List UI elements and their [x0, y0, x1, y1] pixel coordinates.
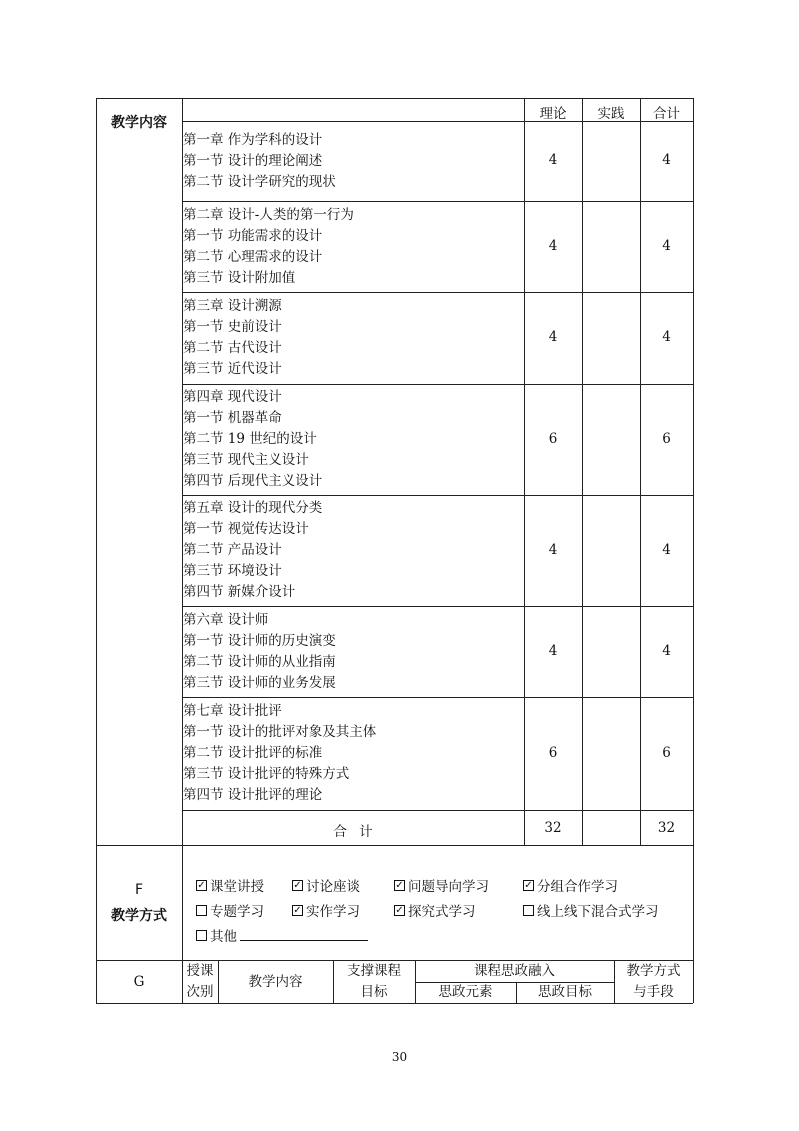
method-option[interactable]: [523, 875, 618, 895]
g-col-session-line2: 次别: [186, 984, 214, 1000]
g-col-elements: 思政元素: [438, 984, 493, 1000]
section-title: 第三节 设计师的业务发展: [183, 675, 336, 691]
checked-checkbox-icon[interactable]: ✓: [293, 879, 302, 891]
section-letter-g: G: [133, 974, 145, 990]
table-border-left: [96, 98, 97, 1003]
chapter-6-topics: [183, 610, 336, 694]
table-border-right: [693, 98, 694, 1003]
chapter-5-total-hours: 4: [662, 542, 671, 558]
method-option[interactable]: [292, 875, 360, 895]
section-title: 第一节 设计的理论阐述: [183, 153, 323, 169]
section-title: 第四节 新媒介设计: [183, 584, 296, 600]
chapter-4-total-hours: 6: [662, 431, 671, 447]
method-option[interactable]: [292, 900, 360, 920]
table-border-bottom: [96, 1003, 693, 1004]
checked-checkbox-icon[interactable]: ✓: [395, 904, 404, 916]
chapter-1-topics: [183, 130, 336, 193]
g-col-ideology: 课程思政融入: [474, 963, 555, 979]
method-option-label: 问题导向学习: [408, 879, 489, 895]
method-option-label: 探究式学习: [408, 904, 476, 920]
section-title: 第二节 19 世纪的设计: [183, 431, 317, 447]
sum-theory: 32: [544, 820, 562, 836]
g-col-method: [614, 961, 693, 1003]
chapter-title: 第五章 设计的现代分类: [183, 500, 323, 516]
section-title: 第三节 近代设计: [183, 361, 282, 377]
section-title: 第四节 设计批评的理论: [183, 787, 323, 803]
unchecked-checkbox-icon[interactable]: [196, 930, 207, 941]
section-title: 第一节 设计的批评对象及其主体: [183, 724, 377, 740]
section-title: 第二节 设计批评的标准: [183, 745, 323, 761]
g-col-method-line2: 与手段: [633, 984, 674, 1000]
header-practice: 实践: [597, 106, 625, 122]
sum-label: 合 计: [333, 824, 373, 840]
method-option[interactable]: [196, 875, 264, 895]
chapter-title: 第四章 现代设计: [183, 389, 282, 405]
header-theory: 理论: [539, 106, 567, 122]
g-col-support-line1: 支撑课程: [347, 963, 401, 979]
section-letter-f: F: [134, 882, 144, 898]
table-border-top: [96, 98, 693, 99]
table-row-rule: [182, 606, 693, 607]
method-option-label: 课堂讲授: [210, 879, 264, 895]
method-option[interactable]: [394, 875, 489, 895]
chapter-title: 第一章 作为学科的设计: [183, 132, 323, 148]
chapter-6-theory-hours: 4: [548, 643, 558, 659]
method-option-label: 线上线下混合式学习: [537, 904, 659, 920]
chapter-3-total-hours: 4: [662, 329, 671, 345]
section-title: 第三节 设计批评的特殊方式: [183, 766, 350, 782]
table-section-rule: [96, 845, 693, 846]
chapter-5-theory-hours: 4: [548, 542, 558, 558]
g-col-content: 教学内容: [248, 974, 303, 990]
section-title: 第二节 产品设计: [183, 542, 282, 558]
checked-checkbox-icon[interactable]: ✓: [293, 904, 302, 916]
section-title: 第二节 设计学研究的现状: [183, 174, 336, 190]
sum-total: 32: [657, 820, 676, 836]
section-title: 第二节 古代设计: [183, 340, 282, 356]
section-title: 第三节 现代主义设计: [183, 452, 309, 468]
section-title: 第一节 设计师的历史演变: [183, 633, 336, 649]
chapter-3-topics: [183, 296, 282, 380]
method-option[interactable]: [196, 925, 237, 945]
method-option[interactable]: [196, 900, 264, 920]
other-underline: [240, 940, 368, 941]
section-label-teaching-content: 教学内容: [111, 115, 167, 131]
page-number: 30: [391, 1050, 408, 1064]
chapter-7-topics: [183, 701, 376, 806]
chapter-7-total-hours: 6: [662, 745, 671, 761]
chapter-2-topics: [183, 205, 354, 289]
g-col-session: [182, 961, 218, 1003]
method-option-label: 分组合作学习: [537, 879, 618, 895]
checked-checkbox-icon[interactable]: ✓: [524, 879, 533, 891]
section-title: 第四节 后现代主义设计: [183, 473, 323, 489]
section-title: 第一节 史前设计: [183, 319, 282, 335]
method-option-label: 其他: [210, 929, 237, 945]
section-label-teaching-method: 教学方式: [111, 908, 167, 924]
checked-checkbox-icon[interactable]: ✓: [197, 879, 206, 891]
chapter-7-theory-hours: 6: [548, 745, 558, 761]
checked-checkbox-icon[interactable]: ✓: [395, 879, 404, 891]
g-col-goals: 思政目标: [538, 984, 592, 1000]
chapter-title: 第三章 设计溯源: [183, 298, 282, 314]
section-title: 第二节 设计师的从业指南: [183, 654, 336, 670]
g-col-method-line1: 教学方式: [626, 963, 681, 979]
chapter-4-topics: [183, 387, 322, 492]
method-option-label: 专题学习: [210, 904, 264, 920]
table-row-rule: [182, 495, 693, 496]
method-option[interactable]: [523, 900, 659, 920]
method-option-label: 讨论座谈: [306, 879, 360, 895]
unchecked-checkbox-icon[interactable]: [523, 905, 534, 916]
header-total: 合计: [653, 106, 680, 122]
method-option[interactable]: [394, 900, 476, 920]
table-row-rule: [182, 384, 693, 385]
table-rule-theory: [524, 98, 525, 845]
g-col-support: [333, 961, 415, 1003]
table-row-rule: [182, 292, 693, 293]
table-rule-practice: [582, 98, 583, 845]
section-title: 第一节 机器革命: [183, 410, 282, 426]
chapter-title: 第七章 设计批评: [183, 703, 282, 719]
chapter-1-theory-hours: 4: [548, 152, 558, 168]
chapter-title: 第六章 设计师: [183, 612, 269, 628]
chapter-title: 第二章 设计-人类的第一行为: [183, 207, 354, 223]
section-title: 第三节 环境设计: [183, 563, 282, 579]
method-option-label: 实作学习: [306, 904, 360, 920]
g-col-session-line1: 授课: [186, 963, 214, 979]
section-title: 第一节 视觉传达设计: [183, 521, 309, 537]
section-title: 第三节 设计附加值: [183, 270, 296, 286]
table-row-rule: [182, 697, 693, 698]
chapter-2-total-hours: 4: [662, 238, 671, 254]
chapter-6-total-hours: 4: [662, 643, 671, 659]
g-col-support-line2: 目标: [360, 984, 388, 1000]
unchecked-checkbox-icon[interactable]: [196, 905, 207, 916]
table-row-rule: [182, 810, 693, 811]
table-row-rule: [182, 201, 693, 202]
section-title: 第一节 功能需求的设计: [183, 228, 323, 244]
chapter-3-theory-hours: 4: [548, 329, 558, 345]
chapter-5-topics: [183, 498, 322, 603]
section-title: 第二节 心理需求的设计: [183, 249, 323, 265]
chapter-1-total-hours: 4: [662, 152, 671, 168]
chapter-4-theory-hours: 6: [548, 431, 558, 447]
chapter-2-theory-hours: 4: [548, 238, 558, 254]
table-rule-total: [640, 98, 641, 845]
